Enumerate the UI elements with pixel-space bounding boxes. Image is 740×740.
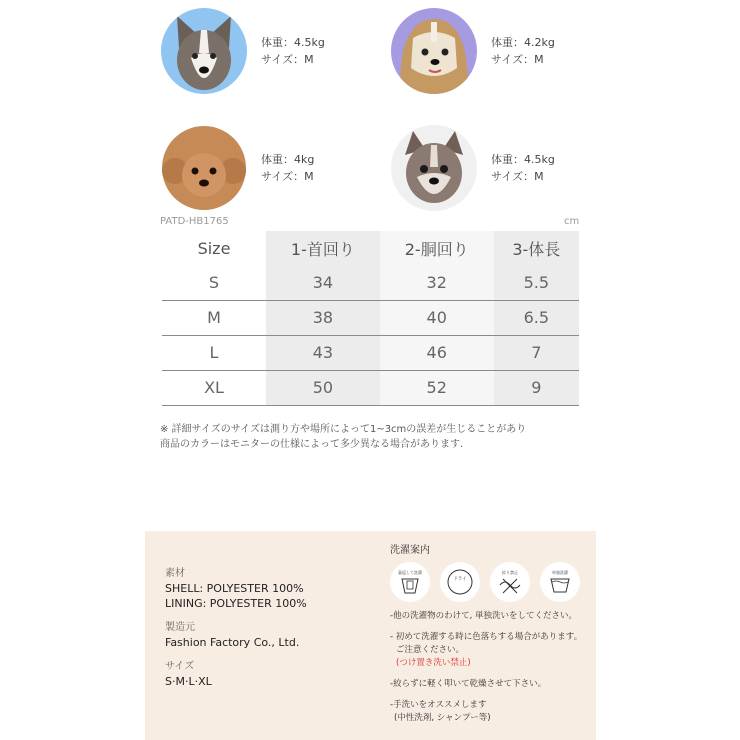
row-size: M	[162, 300, 266, 335]
row-chest: 46	[380, 335, 494, 370]
size-table-header	[162, 231, 579, 265]
dry-clean-icon-label: ドライ	[453, 577, 467, 582]
row-neck: 43	[266, 335, 380, 370]
dog-2-weight: 体重：4.2kg	[491, 36, 555, 49]
row-length: 6.5	[494, 300, 579, 335]
header-neck: 1-首回り	[266, 231, 380, 265]
material-label: 素材	[165, 568, 185, 579]
table-row	[162, 300, 579, 335]
dog-2-size: サイズ：M	[491, 53, 544, 66]
care-line-separate: -他の洗濯物のわけて, 単独洗いをしてください。	[390, 611, 577, 621]
husky-photo	[161, 8, 247, 94]
dry-clean-icon	[440, 562, 480, 602]
no-wring-icon	[490, 562, 530, 602]
maker-value: Fashion Factory Co., Ltd.	[165, 636, 300, 649]
hand-wash-icon	[390, 562, 430, 602]
note-line: 商品のカラーはモニターの仕様によって多少異なる場合があります.	[160, 439, 464, 450]
table-row	[162, 370, 579, 405]
poodle-photo	[161, 125, 247, 211]
hand-wash-icon-label: 裏返して洗濯	[398, 570, 422, 575]
dog-4-weight: 体重：4.5kg	[491, 153, 555, 166]
care-instructions	[390, 541, 590, 725]
size-notes	[160, 422, 526, 452]
material-info	[165, 567, 307, 689]
dog-model-1	[161, 8, 325, 94]
care-line-color-fade: - 初めて洗濯する時に色落ちする場合があります。	[390, 632, 583, 642]
row-neck: 34	[266, 265, 380, 300]
size-label: サイズ	[165, 661, 195, 672]
care-line-drying: -絞らずに軽く叩いて乾燥させて下さい。	[390, 679, 547, 689]
row-neck: 38	[266, 300, 380, 335]
unit-label: cm	[564, 216, 580, 227]
care-line-caution: ご注意ください。	[396, 645, 465, 655]
dog-model-4	[391, 125, 555, 211]
row-size: S	[162, 265, 266, 300]
note-line: ※ 詳細サイズのサイズは測り方や場所によって1~3cmの誤差が生じることがあり	[160, 424, 527, 435]
table-row	[162, 335, 579, 370]
row-chest: 52	[380, 370, 494, 405]
no-wring-icon-label: 絞り禁止	[502, 570, 518, 575]
lining-value: LINING: POLYESTER 100%	[165, 597, 307, 610]
size-table	[162, 231, 579, 406]
row-length: 7	[494, 335, 579, 370]
product-info-panel	[145, 531, 596, 740]
row-size: L	[162, 335, 266, 370]
row-length: 5.5	[494, 265, 579, 300]
care-line-no-soak: (つけ置き洗い禁止)	[396, 658, 471, 668]
table-row	[162, 265, 579, 300]
care-title: 洗濯案内	[390, 545, 430, 556]
shell-value: SHELL: POLYESTER 100%	[165, 582, 304, 595]
hand-wash-basin-icon	[540, 562, 580, 602]
header-chest: 2-胴回り	[380, 231, 494, 265]
dog-model-3	[161, 125, 314, 211]
maker-label: 製造元	[165, 622, 195, 633]
care-icons	[390, 562, 590, 602]
sizes-value: S·M·L·XL	[165, 675, 212, 688]
dog-1-size: サイズ：M	[261, 53, 314, 66]
dog-3-weight: 体重：4kg	[261, 153, 315, 166]
header-size: Size	[162, 231, 266, 265]
dog-1-weight: 体重：4.5kg	[261, 36, 325, 49]
dog-model-2	[391, 8, 555, 94]
row-length: 9	[494, 370, 579, 405]
basin-icon-label: 単独洗濯	[552, 570, 568, 575]
care-line-hand-wash: -手洗いをオススメします	[390, 700, 487, 710]
row-size: XL	[162, 370, 266, 405]
dog-3-size: サイズ：M	[261, 170, 314, 183]
row-chest: 32	[380, 265, 494, 300]
care-line-detergent: (中性洗剤, シャンプー等)	[394, 713, 491, 723]
schnauzer-photo	[391, 125, 477, 211]
row-chest: 40	[380, 300, 494, 335]
header-length: 3-体長	[494, 231, 579, 265]
row-neck: 50	[266, 370, 380, 405]
product-code: PATD-HB1765	[160, 216, 229, 227]
dog-4-size: サイズ：M	[491, 170, 544, 183]
shih-tzu-photo	[391, 8, 477, 94]
